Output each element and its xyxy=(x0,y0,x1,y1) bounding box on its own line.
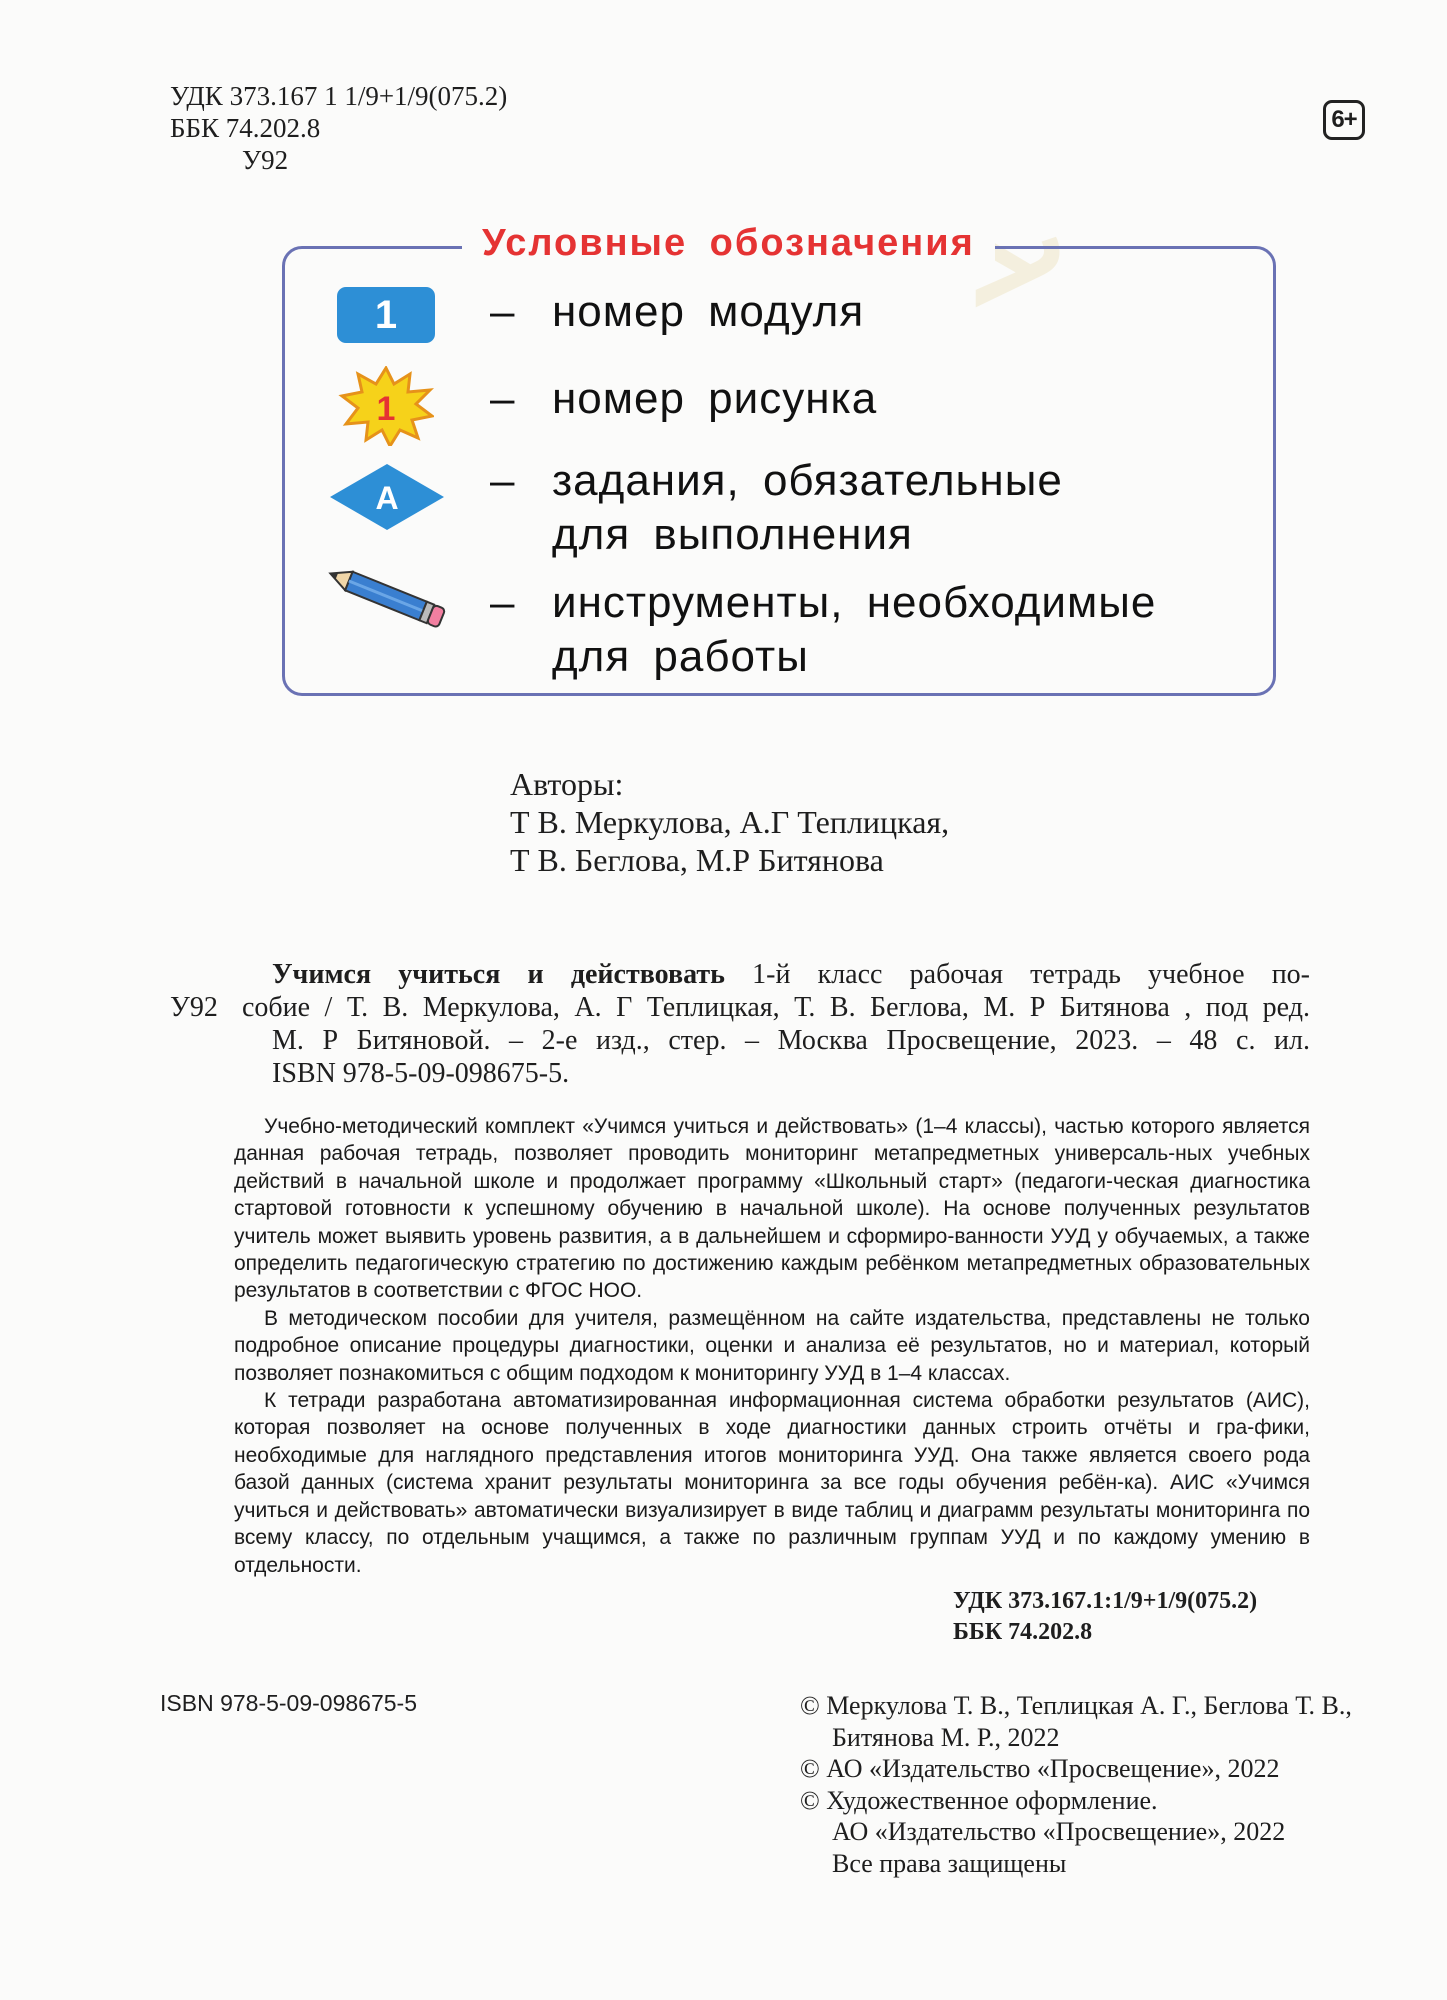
bleed-through-art: У xyxy=(950,231,1085,307)
header-codes xyxy=(170,80,507,176)
footer-codes xyxy=(953,1586,1257,1648)
annotation xyxy=(234,1113,1310,1579)
annotation-paragraph: В методическом пособии для учителя, размещённом на сайте издательства, представлены не только подробное описание процедуры диагностики, оценки и анализа её результатов, но и материал, который позволяет познакомиться с общим подходом к мониторингу УУД в 1–4 классах. xyxy=(234,1306,1310,1385)
annotation-paragraph: Учебно-методический комплект «Учимся учиться и действовать» (1–4 классы), частью которого является данная рабочая тетрадь, позволяет проводить мониторинг метапредметных универсаль-ных учебных действий в начальной школе и продолжает программу «Школьный старт» (педагоги-ческая диагностика стартовой готовности к успешному обучению в начальной школе). На основе полученных результатов учитель может выявить уровень развития, а в дальнейшем и сформиро-ванности УУД у обучаемых, а также определить педагогическую стратегию по достижению каждым ребёнком метапредметных образовательных результатов в соответствии с ФГОС НОО. xyxy=(234,1115,1310,1303)
footer-udk: УДК 373.167.1:1/9+1/9(075.2) xyxy=(953,1588,1258,1614)
legend-title: Условные обозначения xyxy=(462,222,995,265)
pencil-icon xyxy=(322,564,450,628)
copyright-line: © Меркулова Т. В., Теплицкая А. Г., Беглова Т. В., xyxy=(800,1691,1352,1720)
authors-label: Авторы: xyxy=(510,766,624,802)
authors-block xyxy=(510,765,949,879)
diamond-icon xyxy=(328,462,446,532)
authors-line: Т В. Меркулова, А.Г Теплицкая, xyxy=(510,804,950,840)
biblio-line: У92 собие / Т. В. Меркулова, А. Г Теплицкая, Т. В. Беглова, М. Р Битянова , под ред. xyxy=(170,992,1310,1023)
biblio-isbn: ISBN 978-5-09-098675-5. xyxy=(272,1058,570,1089)
copyright-block xyxy=(800,1690,1352,1879)
legend-item-figure: – номер рисунка xyxy=(490,374,878,423)
star-number: 1 xyxy=(376,390,396,428)
biblio-line: М. Р Битяновой. – 2-е изд., стер. – Москва Просвещение, 2023. – 48 с. ил. xyxy=(272,1025,1310,1056)
module-number-icon: 1 xyxy=(337,287,435,343)
legend-item-module: – номер модуля xyxy=(490,287,865,336)
age-rating-badge: 6+ xyxy=(1323,100,1365,140)
udk-code: УДК 373.167 1 1/9+1/9(075.2) xyxy=(170,81,508,111)
diamond-letter: А xyxy=(375,480,399,516)
legend-item-tasks: – задания, обязательные для выполнения xyxy=(490,456,1063,559)
annotation-paragraph: К тетради разработана автоматизированная информационная система обработки результатов (АИС), которая позволяет на основе полученных в ходе диагностики данных строить отчёты и гра-фики, необходимые для наглядного представления итогов мониторинга УУД. Она также является своего рода базой данных (система хранит результаты мониторинга за все годы обучения ребён-ка). АИС «Учимся учиться и действовать» автоматически визуализирует в виде таблиц и диаграмм результаты мониторинга по всему классу, по отдельным учащимся, а также по различным группам УУД и по каждому умению в отдельности. xyxy=(234,1389,1310,1577)
isbn: ISBN 978-5-09-098675-5 xyxy=(160,1690,417,1716)
copyright-line: АО «Издательство «Просвещение», 2022 xyxy=(832,1817,1286,1846)
copyright-line: © АО «Издательство «Просвещение», 2022 xyxy=(800,1754,1280,1783)
book-title: Учимся учиться и действовать xyxy=(272,959,725,990)
legend-item-tools: – инструменты, необходимые для работы xyxy=(490,578,1157,681)
copyright-line: © Художественное оформление. xyxy=(800,1785,1158,1815)
authors-line: Т В. Беглова, М.Р Битянова xyxy=(510,842,884,878)
author-mark: У92 xyxy=(242,145,289,175)
copyright-line: Все права защищены xyxy=(832,1848,1067,1878)
footer-bbk: ББК 74.202.8 xyxy=(953,1619,1093,1645)
biblio-line: Учимся учиться и действовать 1-й класс рабочая тетрадь учебное по- xyxy=(272,959,1311,990)
copyright-line: Битянова М. Р., 2022 xyxy=(832,1722,1060,1752)
star-icon xyxy=(338,366,434,446)
bbk-code: ББК 74.202.8 xyxy=(170,113,321,143)
bibliographic-record xyxy=(170,958,1310,1090)
